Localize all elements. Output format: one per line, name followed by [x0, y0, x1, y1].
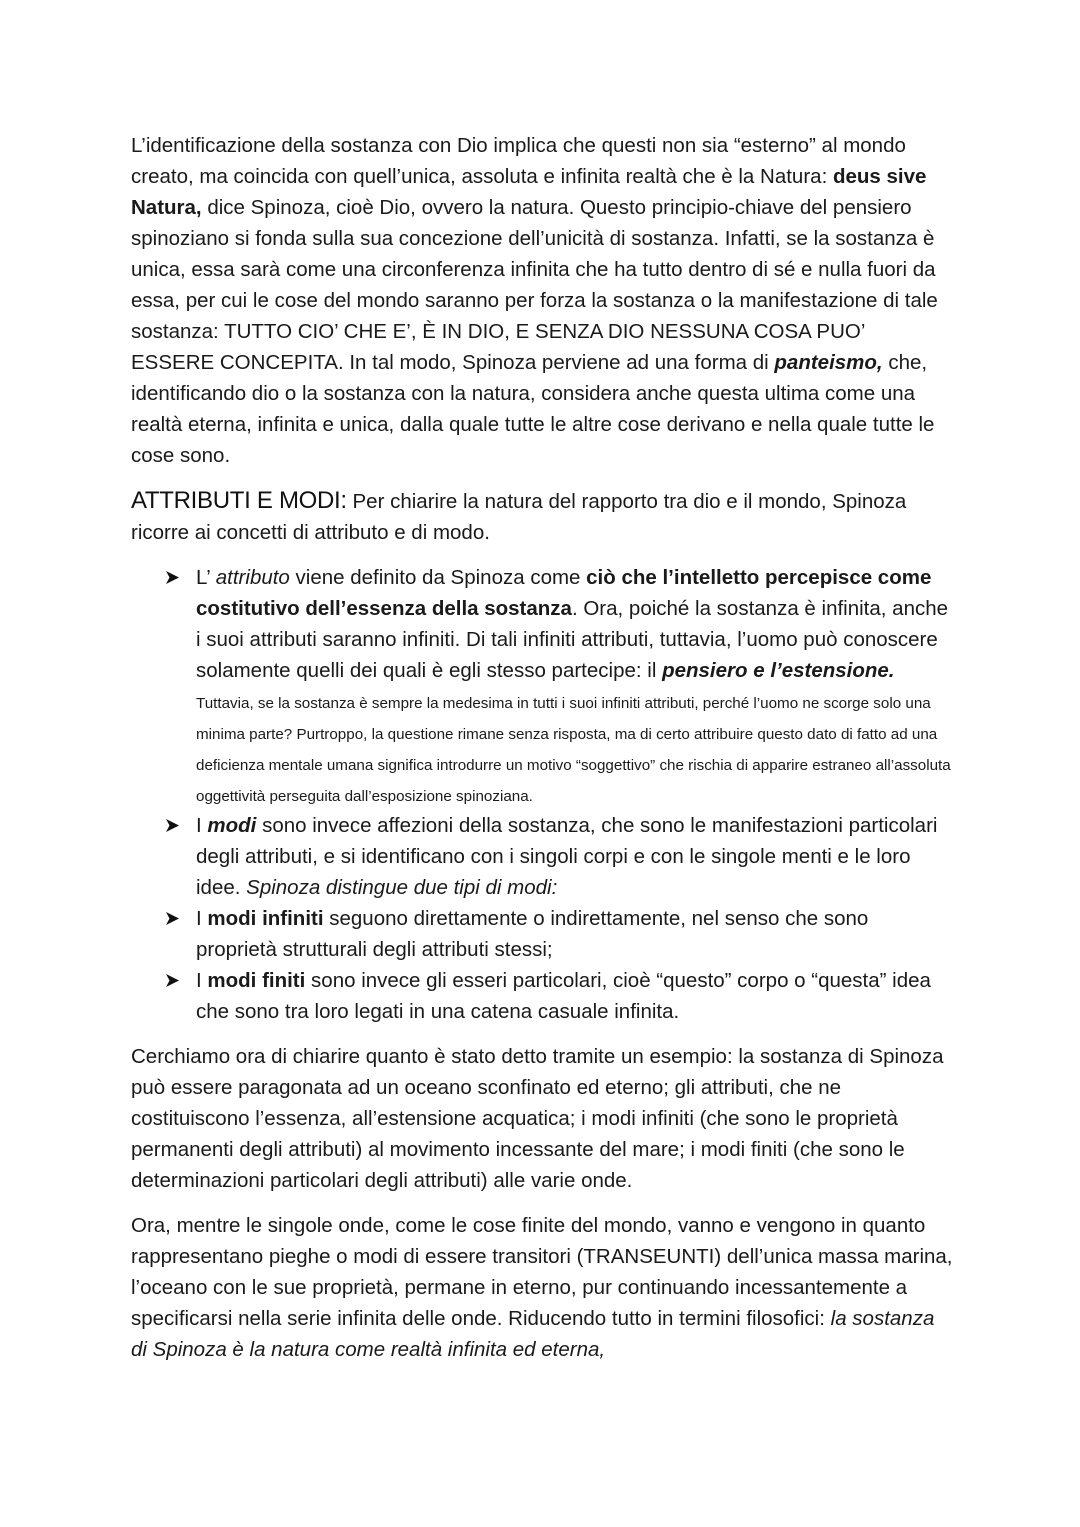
deus-sive-natura: deus sive Natura,	[131, 165, 927, 219]
list-item-modi-finiti: I modi finiti sono invece gli esseri particolari, cioè “questo” corpo o “questa” idea che sono tra loro legati in una catena casuale infinita.	[131, 965, 953, 1027]
example-paragraph: Cerchiamo ora di chiarire quanto è stato detto tramite un esempio: la sostanza di Spinoza può essere paragonata ad un oceano sconfinato ed eterno; gli attributi, che ne costituiscono l’essenza, all’estensione acquatica; i modi infiniti (che sono le proprietà permanenti degli attributi) al movimento incessante del mare; i modi finiti (che sono le determinazioni particolari degli attributi) alle varie onde.	[131, 1045, 944, 1192]
arrow-bullet-icon	[165, 973, 180, 988]
concepts-list	[131, 562, 953, 1027]
section-heading: ATTRIBUTI E MODI:	[131, 487, 347, 514]
closing-paragraph: Ora, mentre le singole onde, come le cose finite del mondo, vanno e vengono in quanto rappresentano pieghe o modi di essere transitori (TRANSEUNTI) dell’unica massa marina, l’oceano con le sue proprietà, permane in eterno, pur continuando incessantemente a specificarsi nella serie infinita delle onde. Riducendo tutto in termini filosofici: la sostanza di Spinoza è la natura come realtà infinita ed eterna,	[131, 1214, 953, 1361]
list-item-modi: I modi sono invece affezioni della sostanza, che sono le manifestazioni particolari degli attributi, e si identificano con i singoli corpi e con le singole menti e le loro idee. Spinoza distingue due tipi di modi:	[131, 810, 953, 903]
arrow-bullet-icon	[165, 818, 180, 833]
intro-paragraph: L’identificazione della sostanza con Dio implica che questi non sia “esterno” al mondo creato, ma coincida con quell’unica, assoluta e infinita realtà che è la Natura: deus sive Natura, dice Spinoza, cioè Dio, ovvero la natura. Questo principio-chiave del pensiero spinoziano si fonda sulla sua concezione dell’unicità di sostanza. Infatti, se la sostanza è unica, essa sarà come una circonferenza infinita che ha tutto dentro di sé e nulla fuori da essa, per cui le cose del mondo saranno per forza la sostanza o la manifestazione di tale sostanza: TUTTO CIO’ CHE E’, È IN DIO, E SENZA DIO NESSUNA COSA PUO’ ESSERE CONCEPITA. In tal modo, Spinoza perviene ad una forma di panteismo, che, identificando dio o la sostanza con la natura, considera anche questa ultima come una realtà eterna, infinita e unica, dalla quale tutte le altre cose derivano e nella quale tutte le cose sono.	[131, 134, 938, 467]
arrow-bullet-icon	[165, 570, 180, 585]
panteismo-term: panteismo,	[774, 351, 883, 374]
list-item-modi-infiniti: I modi infiniti seguono direttamente o indirettamente, nel senso che sono proprietà strutturali degli attributi stessi;	[131, 903, 953, 965]
small-note: Tuttavia, se la sostanza è sempre la medesima in tutti i suoi infiniti attributi, perché l’uomo ne scorge solo una minima parte? Purtroppo, la questione rimane senza risposta, ma di certo attribuire questo dato di fatto ad una deficienza mentale umana significa introdurre un motivo “soggettivo” che rischia di apparire estraneo all’assoluta oggettività perseguita dall’esposizione spinoziana.	[196, 695, 951, 805]
list-item-attributo: L’ attributo viene definito da Spinoza come ciò che l’intelletto percepisce come costitutivo dell’essenza della sostanza. Ora, poiché la sostanza è infinita, anche i suoi attributi saranno infiniti. Di tali infiniti attributi, tuttavia, l’uomo può conoscere solamente quelli dei quali è egli stesso partecipe: il pensiero e l’estensione. Tuttavia, se la sostanza è sempre la medesima in tutti i suoi infiniti attributi, perché l’uomo ne scorge solo una minima parte? Purtroppo, la questione rimane senza risposta, ma di certo attribuire questo dato di fatto ad una deficienza mentale umana significa introdurre un motivo “soggettivo” che rischia di apparire estraneo all’assoluta oggettività perseguita dall’esposizione spinoziana.	[131, 562, 953, 810]
arrow-bullet-icon	[165, 911, 180, 926]
document-page	[131, 130, 953, 1365]
section-paragraph: ATTRIBUTI E MODI: Per chiarire la natura del rapporto tra dio e il mondo, Spinoza ricorre ai concetti di attributo e di modo.	[131, 487, 907, 544]
